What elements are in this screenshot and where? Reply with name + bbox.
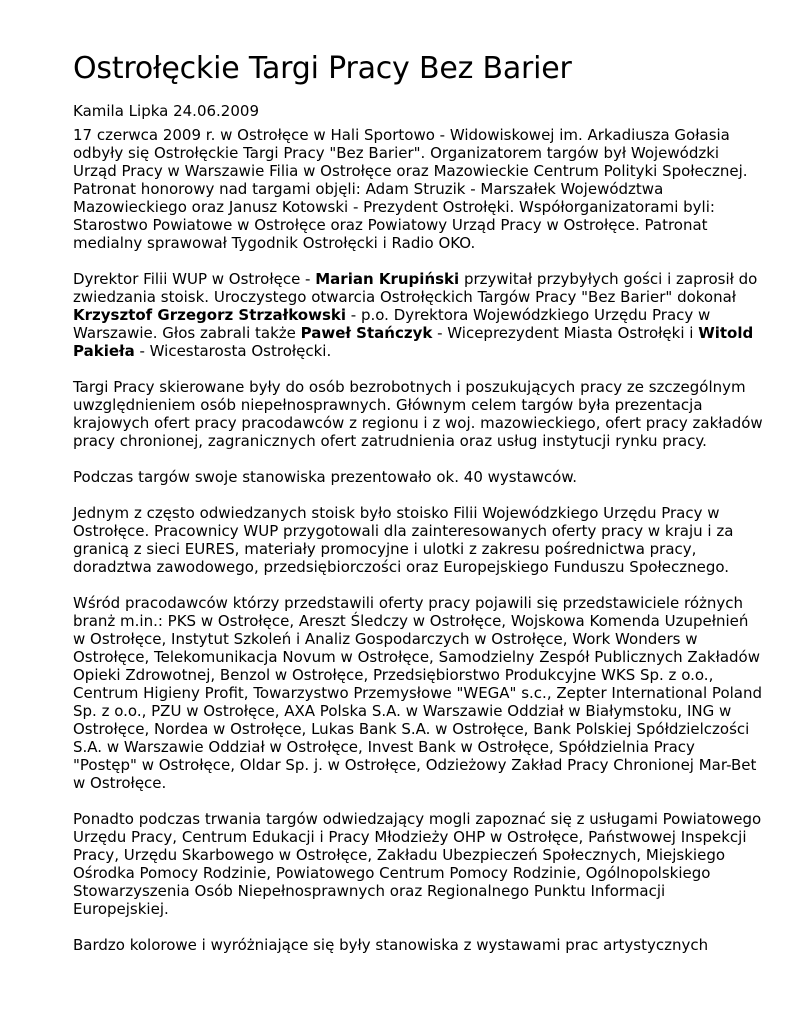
paragraph-wup-stand: Jednym z często odwiedzanych stoisk było stoisko Filii Wojewódzkiego Urzędu Pracy w Ostrołęce. Pracownicy WUP przygotowali dla zainteresowanych oferty pracy w kraju i za granicą z sieci EURES, materiały promocyjne i ulotki z zakresu pośrednictwa pracy, doradztwa zawodowego, przedsiębiorczości oraz Europejskiego Funduszu Społecznego.	[73, 504, 734, 576]
paragraph-text: przywitał przybyłych gości i zaprosił do zwiedzania stoisk. Uroczystego otwarcia Ostrołęckich Targów Pracy "Bez Barier" dokonał	[73, 270, 758, 306]
paragraph-employers: Wśród pracodawców którzy przedstawili oferty pracy pojawili się przedstawiciele różnych branż m.in.: PKS w Ostrołęce, Areszt Śledczy w Ostrołęce, Wojskowa Komenda Uzupełnień w Ostrołęce, Instytut Szkoleń i Analiz Gospodarczych w Ostrołęce, Work Wonders w Ostrołęce, Telekomunikacja Novum w Ostrołęce, Samodzielny Zespół Publicznych Zakładów Opieki Zdrowotnej, Benzol w Ostrołęce, Przedsiębiorstwo Produkcyjne WKS Sp. z o.o., Centrum Higieny Profit, Towarzystwo Przemysłowe "WEGA" s.c., Zepter International Poland Sp. z o.o., PZU w Ostrołęce, AXA Polska S.A. w Warszawie Oddział w Białymstoku, ING w Ostrołęce, Nordea w Ostrołęce, Lukas Bank S.A. w Ostrołęce, Bank Polskiej Spółdzielczości S.A. w Warszawie Oddział w Ostrołęce, Invest Bank w Ostrołęce, Spółdzielnia Pracy "Postęp" w Ostrołęce, Oldar Sp. j. w Ostrołęce, Odzieżowy Zakład Pracy Chronionej Mar-Bet w Ostrołęce.	[73, 594, 763, 792]
paragraph-opening	[73, 270, 763, 360]
paragraph-institutions: Ponadto podczas trwania targów odwiedzający mogli zapoznać się z usługami Powiatowego Urzędu Pracy, Centrum Edukacji i Pracy Młodzieży OHP w Ostrołęce, Państwowej Inspekcji Pracy, Urzędu Skarbowego w Ostrołęce, Zakładu Ubezpieczeń Społecznych, Miejskiego Ośrodka Pomocy Rodzinie, Powiatowego Centrum Pomocy Rodzinie, Ogólnopolskiego Stowarzyszenia Osób Niepełnosprawnych oraz Regionalnego Punktu Informacji Europejskiej.	[73, 810, 762, 918]
person-name: Witold Pakieła	[73, 324, 754, 360]
paragraph-text: - p.o. Dyrektora Wojewódzkiego Urzędu Pracy w Warszawie. Głos zabrali także	[73, 306, 711, 342]
paragraph-text: - Wicestarosta Ostrołęcki.	[134, 342, 332, 360]
article	[73, 50, 763, 972]
paragraph-intro: 17 czerwca 2009 r. w Ostrołęce w Hali Sportowo - Widowiskowej im. Arkadiusza Gołasia odbyły się Ostrołęckie Targi Pracy "Bez Barier". Organizatorem targów był Wojewódzki Urząd Pracy w Warszawie Filia w Ostrołęce oraz Mazowieckie Centrum Polityki Społecznej. Patronat honorowy nad targami objęli: Adam Struzik - Marszałek Województwa Mazowieckiego oraz Janusz Kotowski - Prezydent Ostrołęki. Współorganizatorami byli: Starostwo Powiatowe w Ostrołęce oraz Powiatowy Urząd Pracy w Ostrołęce. Patronat medialny sprawował Tygodnik Ostrołęcki i Radio OKO.	[73, 126, 748, 252]
paragraph-exhibitors: Podczas targów swoje stanowiska prezentowało ok. 40 wystawców.	[73, 468, 578, 486]
paragraph-text: - Wiceprezydent Miasta Ostrołęki i	[432, 324, 699, 342]
person-name: Krzysztof Grzegorz Strzałkowski	[73, 306, 346, 324]
person-name: Marian Krupiński	[315, 270, 460, 288]
article-title: Ostrołęckie Targi Pracy Bez Barier	[73, 51, 572, 86]
article-byline: Kamila Lipka 24.06.2009	[73, 102, 259, 120]
paragraph-art-stands: Bardzo kolorowe i wyróżniające się były stanowiska z wystawami prac artystycznych	[73, 936, 709, 954]
person-name: Paweł Stańczyk	[300, 324, 433, 342]
paragraph-goals: Targi Pracy skierowane były do osób bezrobotnych i poszukujących pracy ze szczególnym uwzględnieniem osób niepełnosprawnych. Głównym celem targów była prezentacja krajowych ofert pracy pracodawców z regionu i z woj. mazowieckiego, ofert pracy zakładów pracy chronionej, zagranicznych ofert zatrudnienia oraz usług instytucji rynku pracy.	[73, 378, 763, 450]
paragraph-text: Dyrektor Filii WUP w Ostrołęce -	[73, 270, 316, 288]
